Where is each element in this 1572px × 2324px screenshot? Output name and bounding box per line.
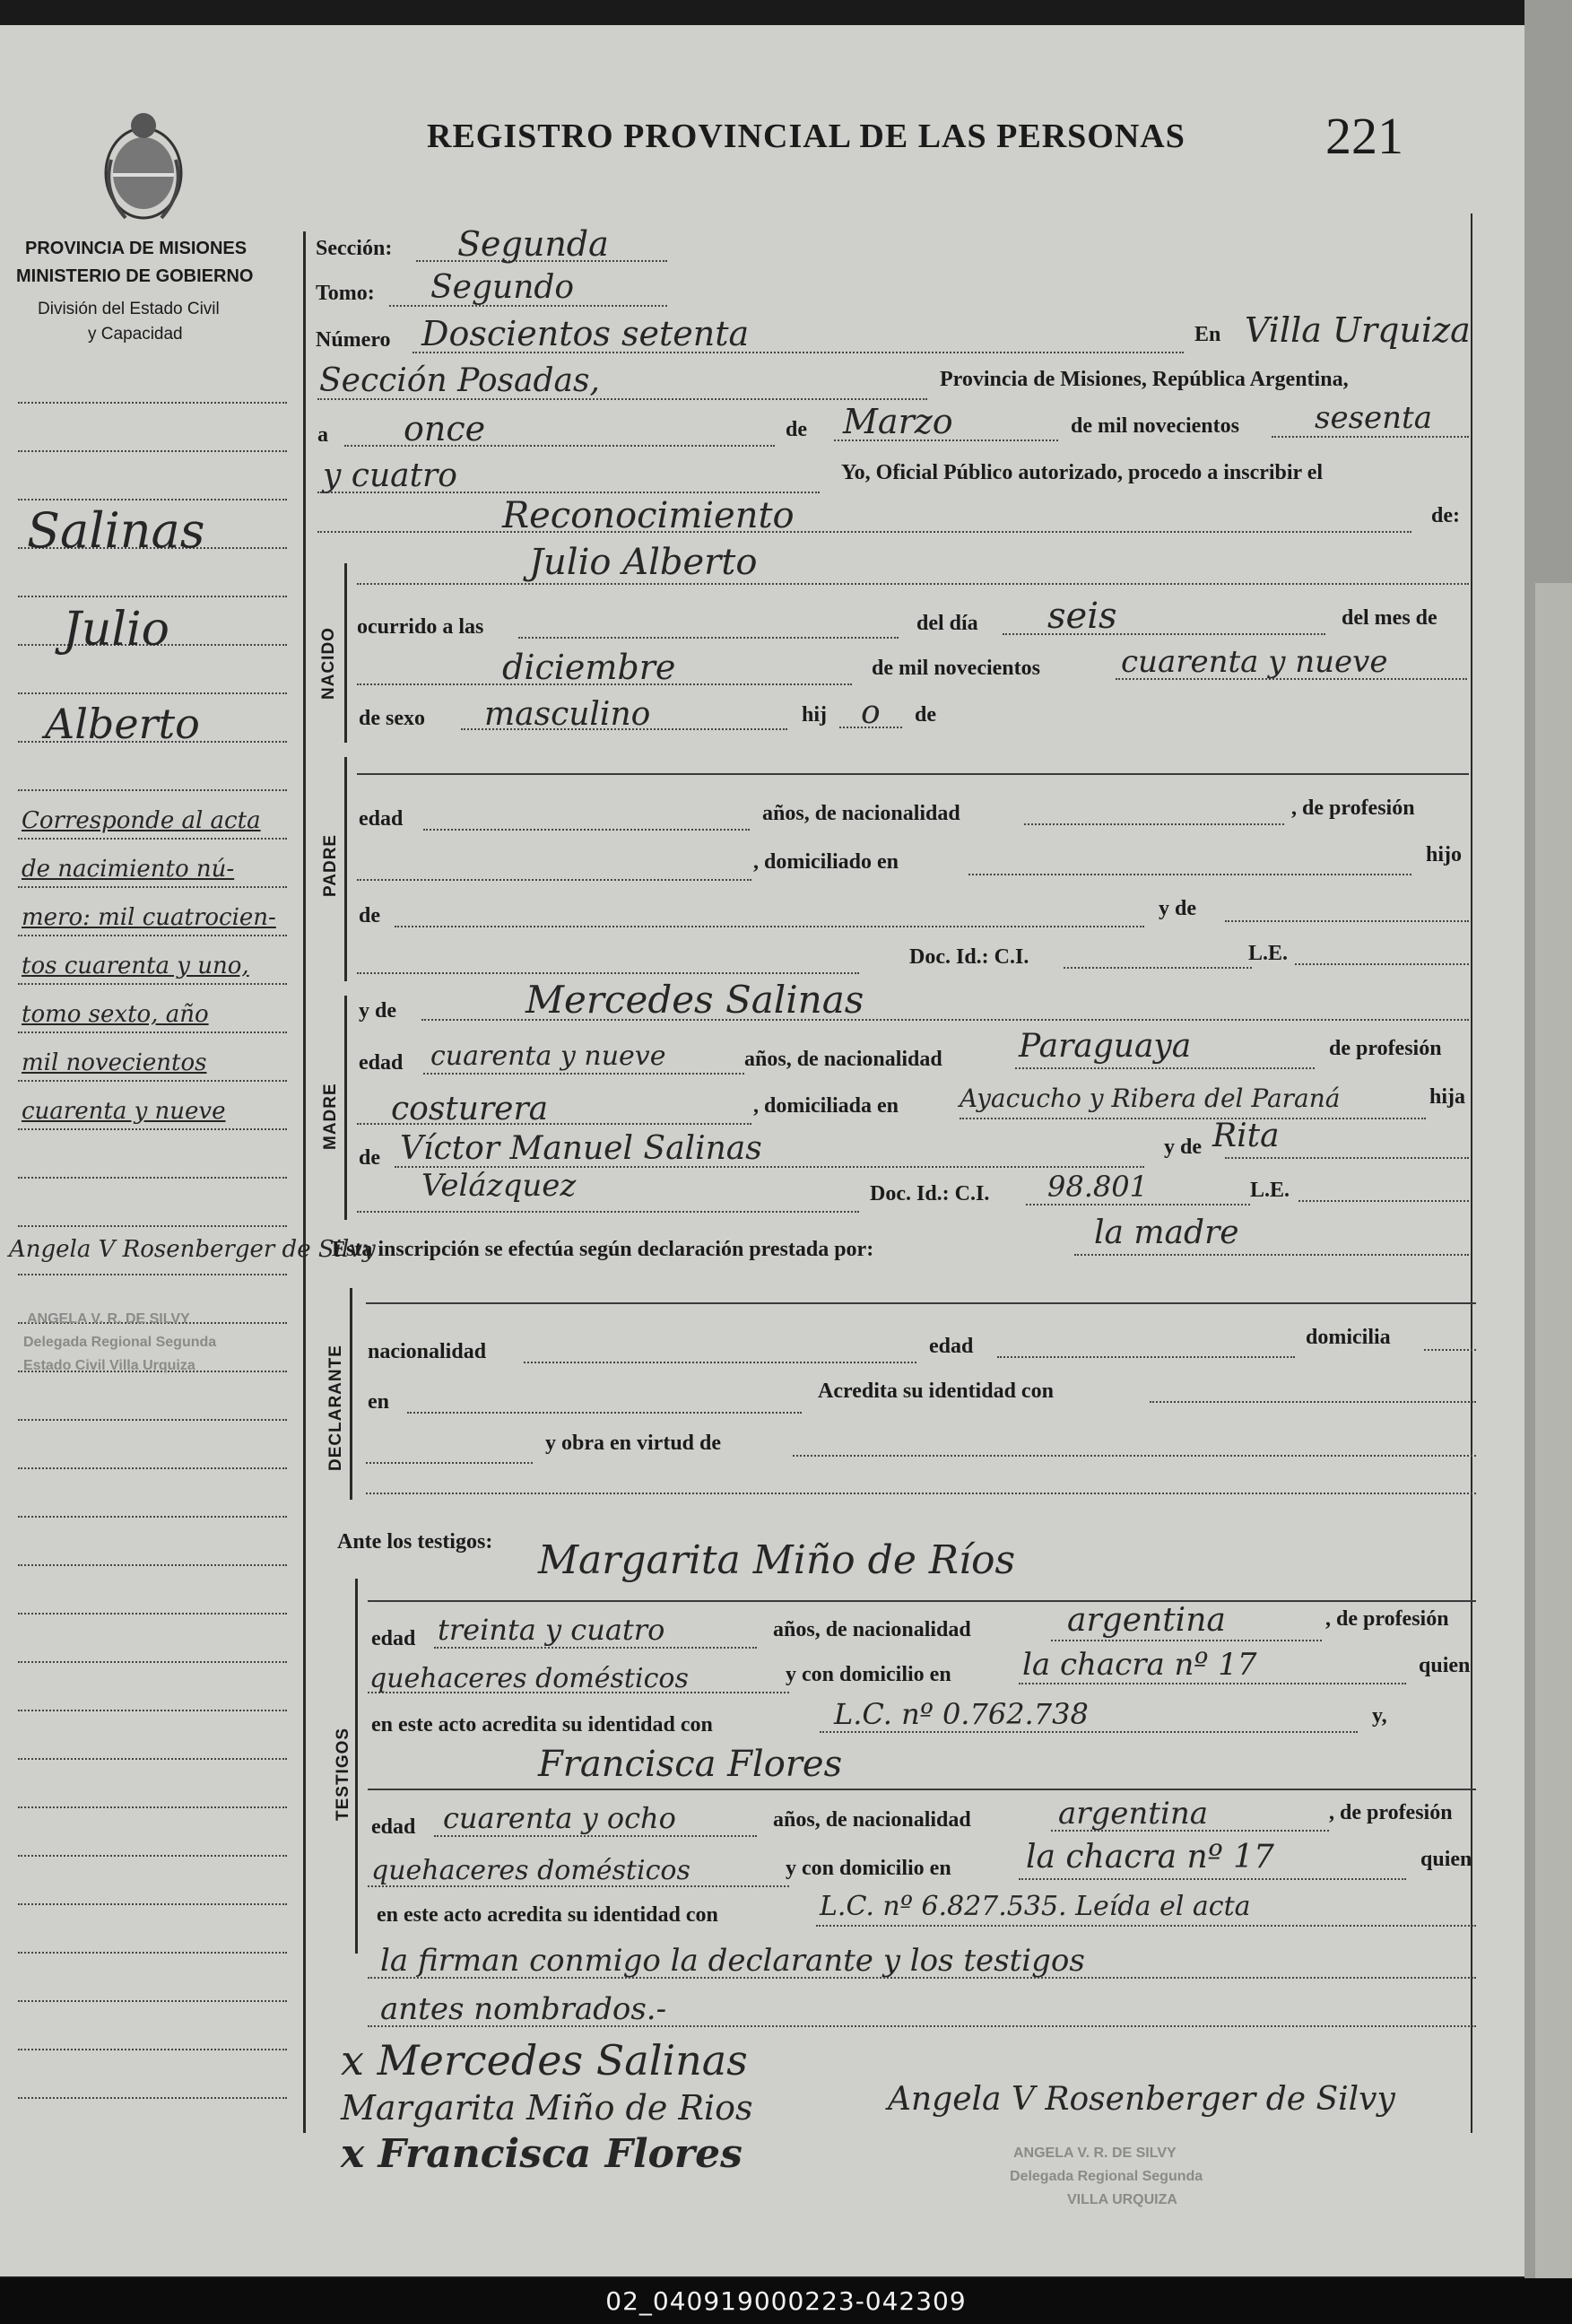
margin-rule-line bbox=[18, 450, 287, 452]
testigo-1-quien-label: quien bbox=[1419, 1654, 1471, 1677]
margin-rule-line bbox=[18, 1128, 287, 1130]
del-dia-label: del día bbox=[916, 612, 978, 635]
madre-doc-pre-line bbox=[357, 1211, 859, 1213]
margin-rule-line bbox=[18, 1903, 287, 1905]
padre-y-de-label: y de bbox=[1159, 897, 1196, 920]
padre-edad-line bbox=[423, 829, 750, 831]
de-colon: de: bbox=[1431, 504, 1460, 527]
testigo-2-prof-line bbox=[368, 1885, 789, 1887]
testigo-2-profesion: quehaceres domésticos bbox=[371, 1855, 690, 1886]
margin-note-line: tomo sexto, año bbox=[22, 1001, 209, 1028]
declarante-nacionalidad-label: nacionalidad bbox=[368, 1340, 487, 1363]
margin-rule-line bbox=[18, 1080, 287, 1082]
nacido-anio-value: cuarenta y nueve bbox=[1121, 644, 1388, 680]
oficial-text: Yo, Oficial Público autorizado, procedo a inscribir el bbox=[841, 461, 1324, 484]
testigo-1-domicilio: la chacra nº 17 bbox=[1022, 1647, 1257, 1683]
margin-divider bbox=[303, 231, 306, 2133]
seccion-lugar-line bbox=[317, 398, 927, 400]
testigo-1-doc: L.C. nº 0.762.738 bbox=[834, 1697, 1089, 1731]
signature-francisca: x Francisca Flores bbox=[341, 2131, 743, 2177]
testigos-label: TESTIGOS bbox=[334, 1727, 352, 1821]
madre-prof-line bbox=[357, 1123, 751, 1125]
nacido-label: NACIDO bbox=[319, 627, 338, 700]
madre-le-label: L.E. bbox=[1250, 1179, 1290, 1202]
declarante-label: DECLARANTE bbox=[326, 1345, 345, 1471]
testigo-1-dom-line bbox=[1019, 1683, 1406, 1684]
declarante-extra-line bbox=[366, 1493, 1476, 1494]
padre-anios-label: años, de nacionalidad bbox=[762, 802, 960, 825]
margin-note-line: mero: mil cuatrocien- bbox=[22, 904, 276, 931]
nacido-de-label: de bbox=[915, 703, 936, 727]
madre-label: MADRE bbox=[321, 1083, 340, 1150]
hij-label: hij bbox=[802, 703, 828, 727]
sexo-value: masculino bbox=[484, 696, 651, 733]
madre-edad-value: cuarenta y nueve bbox=[430, 1040, 666, 1072]
declarante-en-label: en bbox=[368, 1390, 389, 1414]
testigo-1-acredita-label: en este acto acredita su identidad con bbox=[371, 1713, 713, 1736]
testigo-2-anios-label: años, de nacionalidad bbox=[773, 1808, 971, 1832]
madre-y-de-label-2: y de bbox=[1164, 1136, 1202, 1159]
margin-rule-line bbox=[18, 1855, 287, 1857]
margin-note-line: de nacimiento nú- bbox=[22, 856, 235, 883]
madre-madre-value-2: Velázquez bbox=[421, 1168, 577, 1204]
margin-stamp-line-1: ANGELA V. R. DE SILVY bbox=[27, 1311, 190, 1327]
closing-stamp-line-3: VILLA URQUIZA bbox=[1067, 2192, 1177, 2207]
closing-line-1: la firman conmigo la declarante y los testigos bbox=[380, 1943, 1085, 1979]
testigo-1-anios-label: años, de nacionalidad bbox=[773, 1618, 971, 1641]
de-mes-label: de bbox=[786, 418, 807, 441]
madre-nac-line bbox=[1015, 1067, 1315, 1069]
margin-rule-line bbox=[18, 402, 287, 404]
issuer-line-3: División del Estado Civil bbox=[38, 300, 220, 318]
madre-madre-value: Rita bbox=[1212, 1118, 1280, 1154]
madre-domiciliada-label: , domiciliada en bbox=[753, 1094, 899, 1118]
nacido-mil-label: de mil novecientos bbox=[872, 657, 1040, 680]
madre-le-line bbox=[1298, 1200, 1469, 1202]
signature-margarita: Margarita Miño de Rios bbox=[341, 2088, 753, 2128]
margin-rule-line bbox=[18, 1225, 287, 1227]
madre-profesion-label: de profesión bbox=[1329, 1037, 1442, 1060]
testigo-2-edad: cuarenta y ocho bbox=[443, 1801, 676, 1835]
page-edge-inner bbox=[1535, 583, 1572, 2287]
padre-le-line bbox=[1295, 963, 1469, 965]
testigo-1-profesion-label: , de profesión bbox=[1325, 1607, 1449, 1631]
testigo-1-doc-line bbox=[820, 1731, 1358, 1733]
margin-rule-line bbox=[18, 1467, 287, 1469]
margin-rule-line bbox=[18, 692, 287, 694]
margin-rule-line bbox=[18, 1613, 287, 1615]
testigo-1-edad: treinta y cuatro bbox=[438, 1613, 665, 1647]
nacido-dia-value: seis bbox=[1047, 596, 1117, 637]
anio-line bbox=[1272, 436, 1469, 438]
margin-rule-line bbox=[18, 1564, 287, 1566]
padre-domiciliado-label: , domiciliado en bbox=[753, 850, 899, 874]
padre-doc-label: Doc. Id.: C.I. bbox=[909, 945, 1029, 969]
margin-rule-line bbox=[18, 935, 287, 936]
closing-line-1-rule bbox=[368, 1977, 1476, 1979]
margin-rule-line bbox=[18, 789, 287, 791]
signature-angela: Angela V Rosenberger de Silvy bbox=[888, 2081, 1395, 2118]
madre-doc-label: Doc. Id.: C.I. bbox=[870, 1182, 990, 1206]
document-id-footer: 02_040919000223-042309 bbox=[0, 2278, 1572, 2324]
madre-nombre: Mercedes Salinas bbox=[525, 978, 864, 1022]
closing-stamp-line-2: Delegada Regional Segunda bbox=[1010, 2169, 1203, 2184]
margin-rule-line bbox=[18, 1952, 287, 1954]
padre-label: PADRE bbox=[321, 833, 340, 897]
page-title: REGISTRO PROVINCIAL DE LAS PERSONAS bbox=[427, 118, 1186, 155]
margin-rule-line bbox=[18, 1661, 287, 1663]
padre-doc-pre-line bbox=[357, 972, 859, 974]
nacido-mes-line bbox=[357, 683, 852, 685]
margin-note-line: Corresponde al acta bbox=[22, 807, 261, 834]
margin-second-name: Alberto bbox=[45, 700, 200, 748]
numero-value: Doscientos setenta bbox=[421, 314, 750, 353]
margin-rule-line bbox=[18, 1031, 287, 1033]
hij-value: o bbox=[861, 694, 881, 731]
margin-stamp-line-3: Estado Civil Villa Urquiza bbox=[23, 1358, 195, 1373]
anio-2-line bbox=[317, 492, 820, 493]
register-page bbox=[0, 25, 1524, 2276]
closing-line-2: antes nombrados.- bbox=[380, 1991, 667, 2027]
margin-note-line: tos cuarenta y uno, bbox=[22, 953, 249, 979]
padre-de-line bbox=[395, 926, 1144, 927]
issuer-line-1: PROVINCIA DE MISIONES bbox=[25, 239, 248, 258]
anio-value: sesenta bbox=[1315, 400, 1432, 436]
margin-rule-line bbox=[18, 1710, 287, 1711]
padre-top-line bbox=[357, 773, 1469, 775]
page-number: 221 bbox=[1325, 107, 1403, 165]
declarante-edad-line bbox=[997, 1356, 1295, 1358]
padre-doc-line bbox=[1064, 967, 1252, 969]
declarante-domicilia-label: domicilia bbox=[1306, 1326, 1391, 1349]
sexo-label: de sexo bbox=[359, 707, 425, 730]
testigo-2-nac-line bbox=[1051, 1830, 1329, 1832]
margin-note-line: cuarenta y nueve bbox=[22, 1098, 226, 1125]
en-value: Villa Urquiza bbox=[1245, 310, 1471, 350]
margin-note-line: mil novecientos bbox=[22, 1049, 207, 1076]
declarante-obra-pre-line bbox=[366, 1462, 533, 1464]
testigo-1-edad-label: edad bbox=[371, 1627, 416, 1650]
madre-doc-value: 98.801 bbox=[1047, 1170, 1148, 1204]
margin-rule-line bbox=[18, 1419, 287, 1421]
padre-nac-line bbox=[1024, 823, 1284, 825]
declaracion-value: la madre bbox=[1094, 1214, 1239, 1251]
testigo-2-doc-line bbox=[816, 1925, 1476, 1927]
inscribir-value: Reconocimiento bbox=[502, 495, 795, 536]
margin-rule-line bbox=[18, 1758, 287, 1760]
madre-domicilio-value: Ayacucho y Ribera del Paraná bbox=[960, 1084, 1341, 1113]
padre-dom-line bbox=[968, 874, 1411, 875]
madre-y-de-label: y de bbox=[359, 999, 396, 1023]
madre-bracket bbox=[344, 996, 347, 1220]
declarante-domicilia-line bbox=[1424, 1349, 1476, 1351]
issuer-line-4: y Capacidad bbox=[88, 325, 183, 344]
form-right-border bbox=[1471, 213, 1472, 2133]
dia-value: once bbox=[404, 409, 486, 448]
testigo-2-doc: L.C. nº 6.827.535. Leída el acta bbox=[820, 1891, 1251, 1922]
seccion-value: Segunda bbox=[457, 224, 609, 264]
hij-line bbox=[839, 727, 902, 728]
padre-le-label: L.E. bbox=[1248, 942, 1289, 965]
testigo-1-nacionalidad: argentina bbox=[1067, 1602, 1226, 1639]
margin-rule-line bbox=[18, 2049, 287, 2050]
margin-rule-line bbox=[18, 1516, 287, 1518]
testigo-2-domicilio: la chacra nº 17 bbox=[1026, 1839, 1274, 1876]
margin-stamp-line-2: Delegada Regional Segunda bbox=[23, 1335, 217, 1350]
madre-dom-line bbox=[960, 1118, 1426, 1119]
signature-mercedes: x Mercedes Salinas bbox=[341, 2036, 748, 2085]
margin-rule-line bbox=[18, 886, 287, 888]
declarante-top-line bbox=[366, 1302, 1476, 1304]
madre-anios-label: años, de nacionalidad bbox=[744, 1048, 942, 1071]
closing-line-2-rule bbox=[368, 2025, 1476, 2027]
argentina-coat-of-arms-icon bbox=[99, 106, 188, 231]
testigo-2-edad-label: edad bbox=[371, 1815, 416, 1839]
padre-y-de-line bbox=[1225, 920, 1469, 922]
margin-first-name: Julio bbox=[63, 603, 169, 657]
testigo-1-prof-line bbox=[368, 1692, 789, 1693]
madre-doc-line bbox=[1026, 1204, 1250, 1206]
declarante-acredita-line bbox=[1150, 1401, 1476, 1403]
numero-label: Número bbox=[316, 328, 391, 352]
padre-prof-line bbox=[357, 879, 751, 881]
madre-madre-line bbox=[1225, 1157, 1469, 1159]
seccion-label: Sección: bbox=[316, 237, 393, 260]
testigo-1-edad-line bbox=[434, 1647, 757, 1649]
margin-rule-line bbox=[18, 2000, 287, 2002]
declaracion-line bbox=[1074, 1254, 1469, 1256]
margin-signature: Angela V Rosenberger de Silvy bbox=[9, 1236, 376, 1263]
nacido-anio-line bbox=[1116, 678, 1467, 680]
declarante-bracket bbox=[350, 1288, 352, 1500]
testigo-1-domicilio-label: y con domicilio en bbox=[786, 1663, 951, 1686]
del-mes-label: del mes de bbox=[1342, 606, 1437, 630]
margin-surname: Salinas bbox=[27, 502, 205, 559]
madre-nombre-line bbox=[421, 1019, 1469, 1021]
margin-rule-line bbox=[18, 2097, 287, 2099]
testigo-1-nac-line bbox=[1051, 1640, 1322, 1641]
madre-nacionalidad-value: Paraguaya bbox=[1019, 1028, 1192, 1065]
margin-rule-line bbox=[18, 1177, 287, 1179]
margin-rule-line bbox=[18, 1806, 287, 1808]
testigo-2-edad-line bbox=[434, 1835, 757, 1837]
tomo-label: Tomo: bbox=[316, 282, 375, 305]
declarante-en-line bbox=[407, 1412, 802, 1414]
declaracion-text: Esta inscripción se efectúa según declaración prestada por: bbox=[332, 1238, 874, 1261]
nacido-mes-value: diciembre bbox=[502, 648, 676, 687]
testigo-2-acredita-label: en este acto acredita su identidad con bbox=[377, 1903, 718, 1927]
ocurrido-line bbox=[518, 637, 899, 639]
anio-value-2: y cuatro bbox=[323, 457, 457, 494]
testigo-2-dom-line bbox=[1019, 1878, 1406, 1880]
nacido-nombre: Julio Alberto bbox=[529, 542, 758, 583]
declarante-obra-label: y obra en virtud de bbox=[545, 1432, 722, 1455]
testigo-2-profesion-label: , de profesión bbox=[1329, 1801, 1453, 1824]
mes-value: Marzo bbox=[843, 402, 953, 441]
inscribir-line bbox=[317, 531, 1411, 533]
a-label: a bbox=[317, 423, 328, 447]
testigos-bracket bbox=[355, 1579, 358, 1954]
testigo-1-profesion: quehaceres domésticos bbox=[369, 1663, 689, 1694]
testigo-2-line bbox=[368, 1789, 1476, 1790]
margin-rule-line bbox=[18, 499, 287, 500]
madre-hija-label: hija bbox=[1429, 1085, 1466, 1109]
margin-rule-line bbox=[18, 838, 287, 840]
declarante-acredita-label: Acredita su identidad con bbox=[818, 1380, 1054, 1403]
issuer-line-2: MINISTERIO DE GOBIERNO bbox=[16, 266, 254, 286]
en-label: En bbox=[1194, 323, 1221, 346]
madre-profesion-value: costurera bbox=[391, 1091, 549, 1127]
padre-bracket bbox=[344, 757, 347, 981]
testigo-1-y-label: y, bbox=[1372, 1704, 1387, 1728]
declarante-edad-label: edad bbox=[929, 1335, 974, 1358]
mil-label: de mil novecientos bbox=[1071, 414, 1239, 438]
ante-testigos-label: Ante los testigos: bbox=[337, 1530, 493, 1554]
testigo-2-quien-label: quien bbox=[1420, 1848, 1472, 1871]
testigo-1-line bbox=[368, 1600, 1476, 1602]
margin-rule-line bbox=[18, 596, 287, 597]
madre-de-label: de bbox=[359, 1146, 380, 1170]
closing-stamp-line-1: ANGELA V. R. DE SILVY bbox=[1013, 2146, 1177, 2161]
ocurrido-label: ocurrido a las bbox=[357, 615, 484, 639]
testigo-2-domicilio-label: y con domicilio en bbox=[786, 1857, 951, 1880]
testigo-2-nombre: Francisca Flores bbox=[538, 1744, 843, 1785]
madre-edad-line bbox=[423, 1073, 744, 1075]
madre-padre-value: Víctor Manuel Salinas bbox=[400, 1130, 762, 1167]
testigo-2-nacionalidad: argentina bbox=[1058, 1796, 1209, 1832]
padre-profesion-label: , de profesión bbox=[1291, 796, 1415, 820]
testigo-1-nombre: Margarita Miño de Ríos bbox=[538, 1537, 1016, 1583]
madre-edad-label: edad bbox=[359, 1051, 404, 1075]
tomo-value: Segundo bbox=[430, 269, 575, 306]
declarante-obra-line bbox=[793, 1455, 1476, 1457]
margin-rule-line bbox=[18, 1274, 287, 1275]
provincia-text: Provincia de Misiones, República Argentina, bbox=[940, 368, 1349, 391]
declarante-nac-line bbox=[524, 1362, 916, 1363]
padre-hijo-label: hijo bbox=[1426, 843, 1463, 866]
padre-de-label: de bbox=[359, 904, 380, 927]
margin-rule-line bbox=[18, 983, 287, 985]
nacido-nombre-line bbox=[357, 583, 1469, 585]
seccion-lugar-value: Sección Posadas, bbox=[319, 362, 600, 399]
nacido-bracket bbox=[344, 563, 347, 743]
padre-edad-label: edad bbox=[359, 807, 404, 831]
